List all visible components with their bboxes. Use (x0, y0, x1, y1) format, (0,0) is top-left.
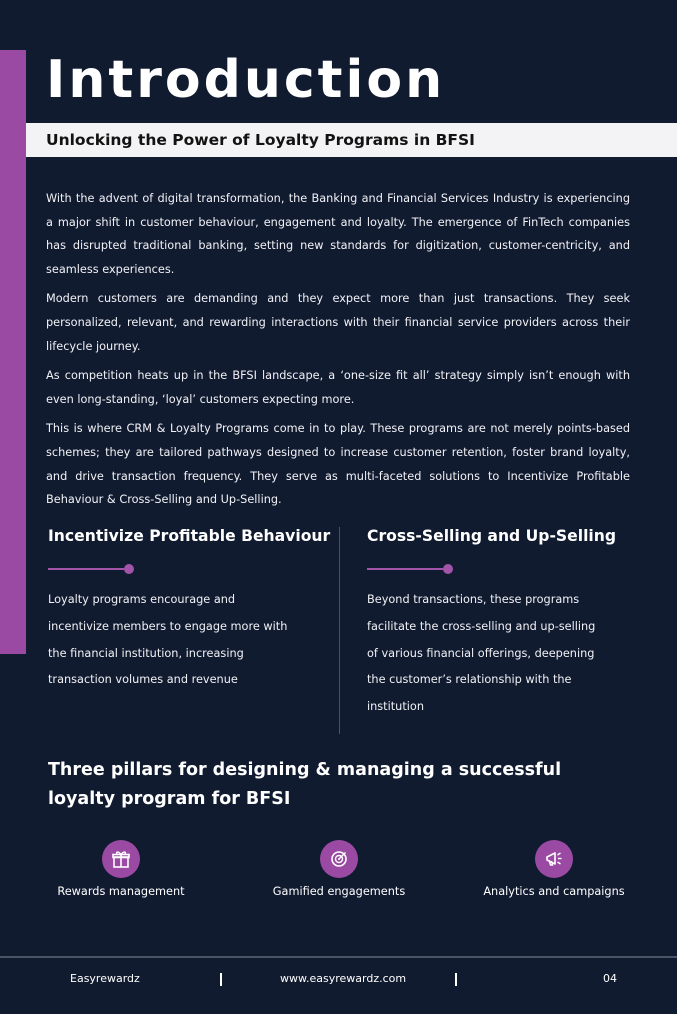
footer-page-number: 04 (603, 972, 617, 985)
intro-paragraph-3: As competition heats up in the BFSI landscape, a ‘one-size fit all’ strategy simply isn’t enough with even long-standing, ‘loyal’ customers expecting more. (46, 369, 630, 406)
divider-dot (124, 564, 134, 574)
column-heading-cross-selling: Cross-Selling and Up-Selling (367, 527, 617, 545)
pillar-label: Gamified engagements (272, 885, 406, 898)
subtitle-band (26, 123, 677, 157)
column-heading-incentivize: Incentivize Profitable Behaviour (48, 527, 331, 545)
accent-side-bar (0, 50, 26, 654)
heading-divider (48, 563, 138, 575)
column-body-cross-selling: Beyond transactions, these programs facilitate the cross-selling and up-selling of various financial offerings, deepening the customer’s relationship with the institution (367, 593, 596, 714)
pillar-analytics-campaigns (459, 840, 649, 901)
pillar-label: Rewards management (57, 885, 185, 898)
megaphone-icon (544, 849, 564, 869)
pillar-icon-circle (535, 840, 573, 878)
footer-website[interactable]: www.easyrewardz.com (280, 972, 407, 985)
pillar-icon-circle (102, 840, 140, 878)
pillar-icon-circle (320, 840, 358, 878)
footer-divider (0, 956, 677, 958)
page-title: Introduction (46, 50, 446, 110)
intro-paragraph-2: Modern customers are demanding and they expect more than just transactions. They seek personalized, relevant, and rewarding interactions with their financial service providers across their lifecycle journey. (46, 292, 630, 353)
footer (0, 968, 677, 992)
pillar-rewards-management (26, 840, 216, 901)
intro-paragraph-1: With the advent of digital transformation, the Banking and Financial Services Industry is experiencing a major shift in customer behaviour, engagement and loyalty. The emergence of FinTech companies has disrupted traditional banking, setting new standards for digitization, customer-centricity, and seamless experiences. (46, 192, 630, 276)
pillar-gamified-engagements (244, 840, 434, 901)
gift-icon (111, 849, 131, 869)
divider-dot (443, 564, 453, 574)
pillars-title: Three pillars for designing & managing a successful loyalty program for BFSI (48, 760, 562, 809)
column-body-incentivize: Loyalty programs encourage and incentivize members to engage more with the financial institution, increasing transaction volumes and revenue (48, 593, 288, 687)
divider-line (48, 568, 124, 570)
intro-section (46, 187, 630, 518)
column-incentivize (48, 524, 338, 694)
intro-paragraph-4: This is where CRM & Loyalty Programs come in to play. These programs are not merely points-based schemes; they are tailored pathways designed to increase customer retention, foster brand loyalty, and drive transaction frequency. They serve as multi-faceted solutions to Incentivize Profitable Behaviour & Cross-Selling and Up-Selling. (46, 422, 630, 507)
page-subtitle: Unlocking the Power of Loyalty Programs in BFSI (46, 131, 475, 149)
footer-separator (455, 973, 457, 986)
divider-line (367, 568, 443, 570)
column-separator (339, 527, 340, 734)
pillar-label: Analytics and campaigns (483, 885, 625, 898)
heading-divider (367, 563, 457, 575)
gamification-icon (329, 849, 349, 869)
column-cross-selling (367, 524, 657, 721)
footer-brand: Easyrewardz (70, 972, 140, 985)
footer-separator (220, 973, 222, 986)
